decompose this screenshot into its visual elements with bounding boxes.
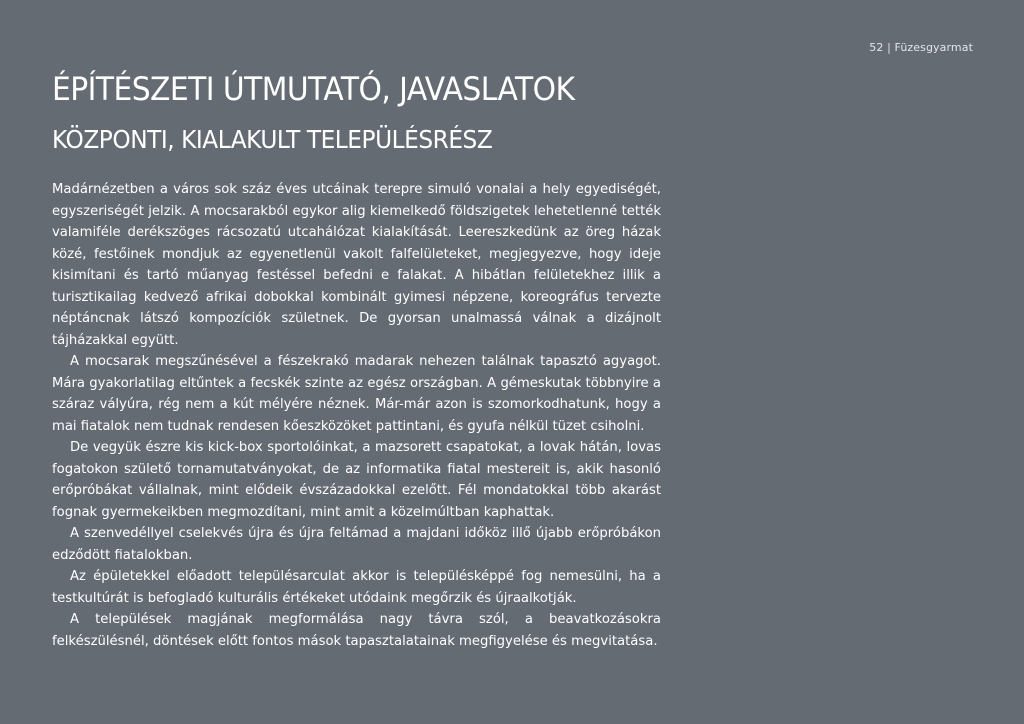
paragraph: A mocsarak megszűnésével a fészekrakó madarak nehezen találnak tapasztó agyagot. Mára gyakorlatilag eltűntek a fecskék szinte az egész országban. A gémeskutak többnyire a száraz vályúra, rég nem a kút mélyére néznek. Már-már azon is szomorkodhatunk, hogy a mai fiatalok nem tudnak rendesen kőeszközöket pattintani, és gyufa nélkül tüzet csiholni.: [52, 354, 661, 434]
paragraph: Madárnézetben a város sok száz éves utcáinak terepre simuló vonalai a hely egyediségét, egyszeriségét jelzik. A mocsarakból egykor alig kiemelkedő földszigetek lehetetlenné tették valamiféle derékszöges rácsozatú utcahálózat kialakítását. Leereszkedünk az öreg házak közé, festőinek mondjuk az egyenetlenül vakolt falfelületeket, megjegyezve, hogy ideje kisimítani és tartó műanyag festéssel befedni e falakat. A hibátlan felületekhez illik a turisztikailag kedvező afrikai dobokkal kombinált gyimesi népzene, koreográfus tervezte néptáncnak látszó kompozíciók születnek. De gyorsan unalmassá válnak a dizájnolt tájházakkal együtt.: [52, 182, 661, 348]
page-subtitle: KÖZPONTI, KIALAKULT TELEPÜLÉSRÉSZ: [52, 125, 493, 154]
paragraph: A települések magjának megformálása nagy távra szól, a beavatkozásokra felkészülésnél, döntések előtt fontos mások tapasztalatainak megfigyelése és megvitatása.: [52, 612, 661, 649]
paragraph: Az épületekkel előadott településarculat akkor is településképpé fog nemesülni, ha a testkultúrát is befogladó kulturális értékeket utódaink megőrzik és újraalkotják.: [52, 569, 661, 606]
body-text: [52, 179, 661, 652]
paragraph: De vegyük észre kis kick-box sportolóinkat, a mazsorett csapatokat, a lovak hátán, lovas fogatokon születő tornamutatványokat, de az informatika fiatal mestereit is, akik hasonló erőpróbákat vállalnak, mint elődeik évszázadokkal ezelőtt. Fél mondatokkal több akarást fognak gyermekeikben megmozdítani, mint amit a közelmúltban kaphattak.: [52, 440, 661, 520]
paragraph: A szenvedéllyel cselekvés újra és újra feltámad a majdani időköz illő újabb erőpróbákon edződött fiatalokban.: [52, 526, 661, 563]
page-title: ÉPÍTÉSZETI ÚTMUTATÓ, JAVASLATOK: [52, 70, 575, 108]
page-number-label: 52 | Füzesgyarmat: [869, 41, 973, 54]
